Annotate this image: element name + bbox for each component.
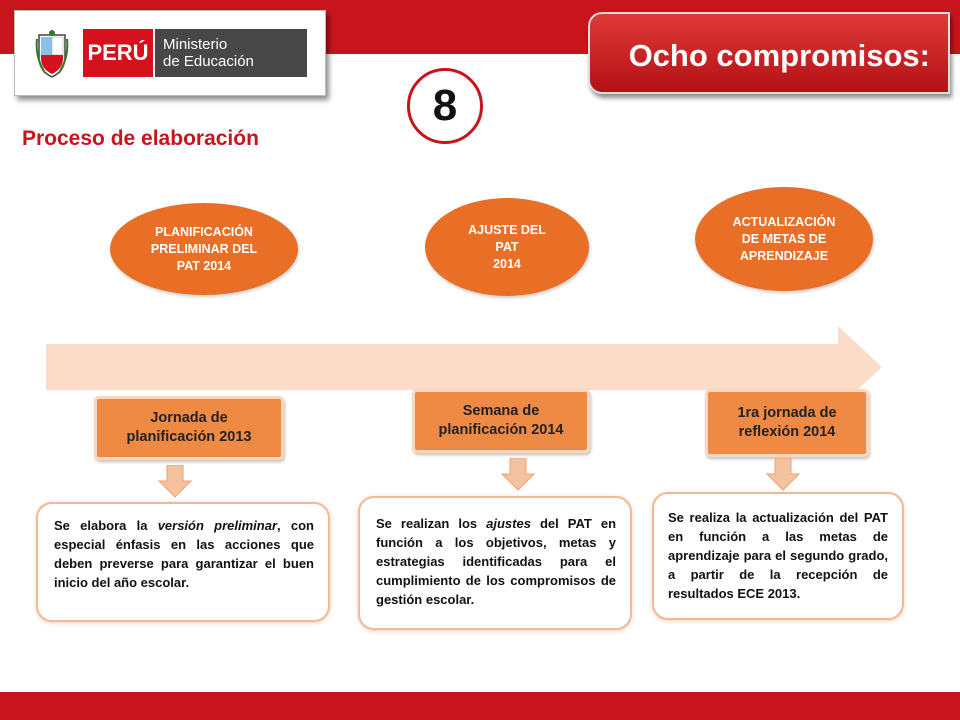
desc-1-em: versión preliminar (157, 518, 278, 533)
stage-1-line-2: planificación 2013 (126, 429, 252, 445)
desc-2-post: del PAT en función a los objetivos, metas y estrategias identificadas para el cumplimiento de los compromisos de gestión escolar. (376, 516, 617, 607)
section-subtitle: Proceso de elaboración (22, 127, 259, 150)
commitment-number: 8 (407, 68, 483, 144)
stage-1-line-1: Jornada de (150, 410, 228, 426)
description-box-1 (36, 502, 330, 622)
down-arrow-icon (157, 465, 193, 499)
phase-oval-3 (695, 187, 873, 291)
phase-3-line-3: APRENDIZAJE (739, 248, 829, 263)
ministry-logo (14, 10, 326, 96)
description-box-2 (358, 496, 632, 630)
national-crest-icon (35, 29, 69, 79)
phase-1-line-3: PAT 2014 (176, 258, 232, 273)
stage-3-line-2: reflexión 2014 (738, 424, 836, 440)
ministry-line-2: de Educación (163, 53, 254, 70)
stage-2-line-1: Semana de (462, 403, 540, 419)
stage-box-1 (94, 396, 284, 460)
stage-3-line-1: 1ra jornada de (737, 405, 837, 421)
title-tab (588, 12, 950, 94)
desc-1-post: , con especial énfasis en las acciones que deben preverse para garantizar el buen inicio del año escolar. (54, 518, 314, 590)
peru-label: PERÚ (83, 29, 153, 77)
description-box-3 (652, 492, 904, 620)
desc-1-pre: Se elabora la (54, 518, 158, 533)
down-arrow-icon (765, 458, 801, 492)
phase-oval-1 (110, 203, 298, 295)
phase-oval-2 (425, 198, 589, 296)
slide-title: Ocho compromisos: (628, 38, 930, 73)
ministry-name (155, 29, 307, 77)
phase-3-line-1: ACTUALIZACIÓN (732, 214, 836, 229)
phase-2-line-3: 2014 (493, 256, 521, 271)
down-arrow-icon (500, 458, 536, 492)
stage-box-2 (412, 389, 590, 453)
desc-2-pre: Se realizan los (376, 516, 487, 531)
phase-3-line-2: DE METAS DE (741, 231, 827, 246)
ministry-line-1: Ministerio (163, 36, 228, 53)
phase-2-line-2: PAT (495, 239, 519, 254)
phase-1-line-1: PLANIFICACIÓN (155, 224, 253, 239)
phase-1-line-2: PRELIMINAR DEL (150, 241, 258, 256)
stage-box-3 (705, 389, 869, 457)
stage-2-line-2: planificación 2014 (438, 422, 564, 438)
bottom-red-bar (0, 692, 960, 720)
phase-2-line-1: AJUSTE DEL (468, 222, 546, 237)
desc-2-em: ajustes (486, 516, 531, 531)
desc-3-pre: Se realiza la actualización del PAT en función a las metas de aprendizaje para el segundo grado, a partir de la recepción de resultados ECE 2013. (668, 510, 888, 601)
